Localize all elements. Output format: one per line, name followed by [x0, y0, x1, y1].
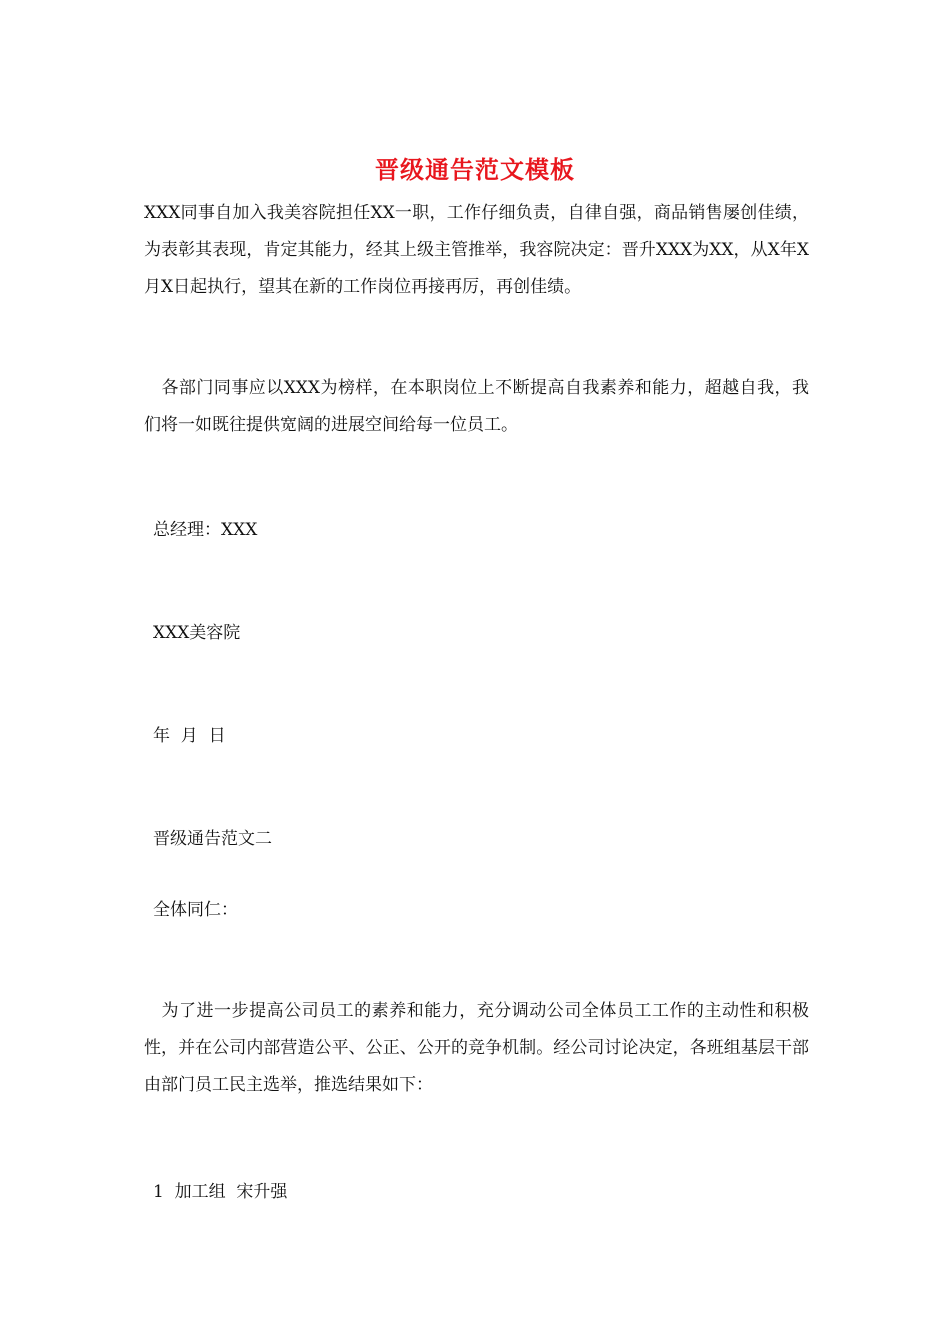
signature-general-manager: 总经理：XXX [153, 520, 258, 540]
signature-organization: XXX美容院 [153, 623, 241, 643]
section-heading-example-two: 晋级通告范文二 [153, 829, 272, 849]
paragraph-election-notice: 为了进一步提高公司员工的素养和能力，充分调动公司全体员工工作的主动性和积极性，并在公司内部营造公平、公正、公开的竞争机制。经公司讨论决定，各班组基层干部由部门员工民主选举，推选结果如下： [144, 1001, 809, 1095]
paragraph-role-model: 各部门同事应以XXX为榜样，在本职岗位上不断提高自我素养和能力，超越自我，我们将一如既往提供宽阔的进展空间给每一位员工。 [144, 378, 809, 435]
paragraph-promotion-announcement: XXX同事自加入我美容院担任XX一职，工作仔细负责，自律自强，商品销售屡创佳绩，为表彰其表现，肯定其能力，经其上级主管推举，我容院决定：晋升XXX为XX，从X年X月X日起执行，望其在新的工作岗位再接再厉，再创佳绩。 [144, 203, 809, 297]
salutation: 全体同仁： [153, 900, 238, 920]
document-title: 晋级通告范文模板 [375, 155, 575, 184]
list-item-result: 1 加工组 宋升强 [153, 1182, 288, 1202]
signature-date: 年 月 日 [153, 726, 226, 746]
